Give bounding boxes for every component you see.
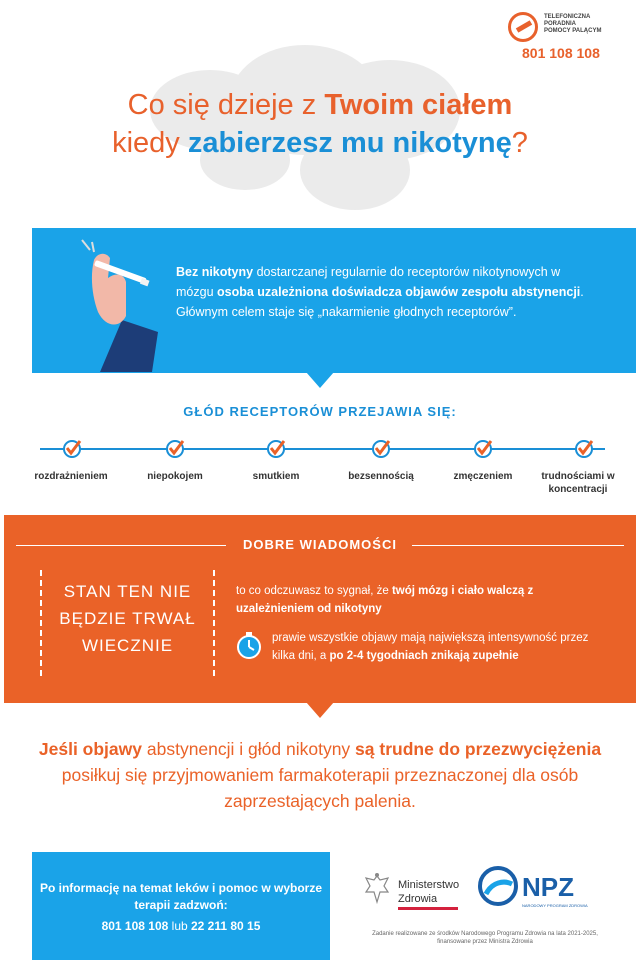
eagle-emblem-icon	[362, 872, 392, 906]
good-news-point-1: to co odczuwasz to sygnał, że twój mózg i ciało walczą z uzależnieniem od nikotyny	[236, 585, 534, 615]
symptom-line	[40, 448, 605, 450]
info-phones: 801 108 108 lub 22 211 80 15	[101, 919, 261, 933]
good-news-title: DOBRE WIADOMOŚCI	[243, 537, 397, 552]
check-icon	[573, 438, 595, 460]
symptom-label: bezsennością	[348, 471, 414, 482]
check-icon	[370, 438, 392, 460]
check-icon	[164, 438, 186, 460]
symptom-label: rozdrażnieniem	[34, 471, 108, 482]
symptom-label: zmęczeniem	[453, 471, 513, 482]
hand-cigarette-icon	[60, 236, 170, 372]
advice-text: Jeśli objawy abstynencji i głód nikotyny są trudne do przezwyciężenia posiłkuj się przyjmowaniem farmakoterapii przeznaczonej dla osób zaprzestających palenia.	[38, 739, 602, 811]
dashed-divider	[40, 570, 42, 676]
intro-arrow	[306, 372, 334, 388]
check-icon	[472, 438, 494, 460]
info-text: Po informację na temat leków i pomoc w wyborze terapii zadzwoń:	[39, 881, 323, 912]
good-news-arrow	[306, 702, 334, 718]
helpline-phone[interactable]: 801 108 108	[522, 45, 600, 61]
page-title: Co się dzieje z Twoim ciałem kiedy zabierzesz mu nikotynę?	[112, 89, 528, 159]
check-icon	[61, 438, 83, 460]
stan-text: STAN TEN NIE BĘDZIE TRWAŁ WIECZNIE	[59, 582, 196, 655]
symptom-label: niepokojem	[147, 471, 203, 482]
npz-logo-icon	[478, 866, 518, 906]
symptom-label: smutkiem	[252, 471, 300, 482]
good-news-point-2: prawie wszystkie objawy mają największą intensywność przez kilka dni, a po 2-4 tygodniach znikają zupełnie	[272, 632, 589, 662]
ministry-red-line	[398, 907, 458, 910]
intro-text: Bez nikotyny dostarczanej regularnie do receptorów nikotynowych w mózgu osoba uzależniona doświadcza objawów zespołu abstynencji. Głównym celem staje się „nakarmienie głodnych receptorów”.	[176, 265, 584, 319]
ministry-name: Ministerstwo Zdrowia	[398, 879, 460, 905]
helpline-name: TELEFONICZNA PORADNIA POMOCY PALĄCYM	[544, 14, 602, 34]
hunger-title: GŁÓD RECEPTORÓW PRZEJAWIA SIĘ:	[183, 404, 457, 419]
helpline-logo	[508, 12, 628, 64]
check-icon	[265, 438, 287, 460]
symptom-label: trudnościami w koncentracji	[541, 471, 615, 495]
dashed-divider	[213, 570, 215, 676]
npz-sub: NARODOWY PROGRAM ZDROWIA	[522, 903, 588, 908]
npz-name: NPZ	[522, 872, 574, 902]
footnote: Zadanie realizowane ze środków Narodowego Programu Zdrowia na lata 2021-2025, finansowane przez Ministra Zdrowia	[372, 931, 598, 945]
stopwatch-icon	[234, 630, 264, 660]
no-smoking-icon	[508, 12, 538, 42]
